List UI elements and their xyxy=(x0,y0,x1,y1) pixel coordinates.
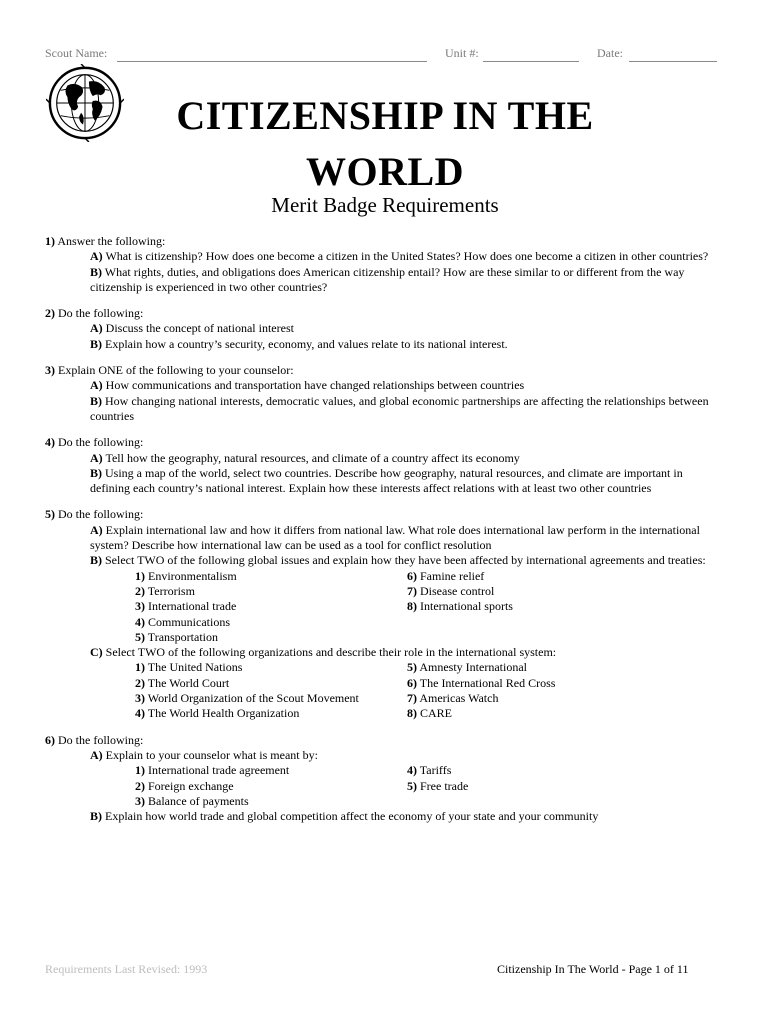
requirement-3 xyxy=(45,363,725,424)
sub-item: B) What rights, duties, and obligations does American citizenship entail? How are these similar to or different from the way citizenship is experienced in two other countries? xyxy=(90,264,685,294)
page-footer: Citizenship In The World - Page 1 of 11 xyxy=(497,962,689,976)
list-item: 6) Famine relief xyxy=(407,568,485,583)
requirement-5 xyxy=(45,507,725,721)
sub-item: B) Explain how a country’s security, economy, and values relate to its national interest. xyxy=(90,336,508,351)
list-item: 5) Free trade xyxy=(407,778,469,793)
requirement-2 xyxy=(45,306,725,352)
req-number: 3) xyxy=(45,363,55,378)
list-item: 2) Terrorism xyxy=(135,583,195,598)
unit-label: Unit #: xyxy=(445,46,479,60)
list-item: 3) Balance of payments xyxy=(135,793,249,808)
list-item: 1) Environmentalism xyxy=(135,568,237,583)
requirement-4 xyxy=(45,435,725,496)
list-item: 1) International trade agreement xyxy=(135,763,290,778)
revision-note: Requirements Last Revised: 1993 xyxy=(45,962,208,976)
list-item: 7) Americas Watch xyxy=(407,691,499,706)
sub-item: B) Explain how world trade and global competition affect the economy of your state and your community xyxy=(90,809,599,824)
list-item: 3) International trade xyxy=(135,599,237,614)
sub-item: A) How communications and transportation have changed relationships between countries xyxy=(90,378,525,393)
page-subtitle: Merit Badge Requirements xyxy=(271,193,499,217)
sub-item: B) Using a map of the world, select two countries. Describe how geography, natural resources, and climate are important in defining each country’s national interest. Explain how these interests affect relations with at least two other countries xyxy=(90,465,683,496)
scout-name-field[interactable] xyxy=(117,61,427,62)
organizations-list xyxy=(135,660,725,721)
req-text: Explain ONE of the following to your counselor: xyxy=(55,363,294,378)
req-number: 4) xyxy=(45,435,55,450)
sub-item: A) Explain international law and how it differs from national law. What role does international law perform in the international system? Describe how international law can be used as a tool for conflict resolution xyxy=(90,522,700,553)
list-item: 4) Communications xyxy=(135,614,230,629)
unit-field[interactable] xyxy=(483,61,579,62)
req-number: 2) xyxy=(45,306,55,321)
list-item: 8) International sports xyxy=(407,599,513,614)
list-item: 4) The World Health Organization xyxy=(135,706,300,721)
sub-item: A) What is citizenship? How does one become a citizen in the United States? How does one become a citizen in other countries? xyxy=(90,249,709,264)
req-text: Do the following: xyxy=(55,435,144,450)
list-item: 7) Disease control xyxy=(407,583,495,598)
sub-item: A) Tell how the geography, natural resources, and climate of a country affect its economy xyxy=(90,450,520,465)
list-item: 2) Foreign exchange xyxy=(135,778,234,793)
requirement-6 xyxy=(45,733,725,825)
title-line-1: CITIZENSHIP IN THE xyxy=(176,93,594,138)
date-label: Date: xyxy=(597,46,623,60)
requirement-1 xyxy=(45,234,725,295)
list-item: 5) Amnesty International xyxy=(407,660,527,675)
list-item: 8) CARE xyxy=(407,706,453,721)
sub-item: B) How changing national interests, democratic values, and global economic partnerships are affecting the relationships between countries xyxy=(90,393,709,423)
list-item: 6) The International Red Cross xyxy=(407,675,556,690)
list-item: 1) The United Nations xyxy=(135,660,243,675)
list-item: 2) The World Court xyxy=(135,675,230,690)
list-item: 3) World Organization of the Scout Movement xyxy=(135,691,359,706)
global-issues-list xyxy=(135,569,725,645)
req-text: Answer the following: xyxy=(55,234,166,248)
list-item: 4) Tariffs xyxy=(407,763,452,778)
req-text: Do the following: xyxy=(55,732,144,747)
scout-name-label: Scout Name: xyxy=(45,46,108,60)
req-text: Do the following: xyxy=(55,507,144,522)
sub-item: C) Select TWO of the following organizations and describe their role in the international system: xyxy=(90,645,557,660)
list-item: 5) Transportation xyxy=(135,629,219,644)
page-title xyxy=(100,88,670,200)
req-text: Do the following: xyxy=(55,306,144,321)
sub-item: A) Discuss the concept of national interest xyxy=(90,321,294,336)
requirements-list xyxy=(45,234,725,835)
req-number: 1) xyxy=(45,234,55,248)
sub-item: A) Explain to your counselor what is meant by: xyxy=(90,747,318,762)
req-number: 6) xyxy=(45,732,55,747)
trade-terms-list xyxy=(135,763,725,809)
sub-item: B) Select TWO of the following global issues and explain how they have been affected by international agreements and treaties: xyxy=(90,553,706,568)
title-line-2: WORLD xyxy=(305,149,465,194)
form-header xyxy=(45,46,717,66)
date-field[interactable] xyxy=(629,61,717,62)
req-number: 5) xyxy=(45,507,55,522)
